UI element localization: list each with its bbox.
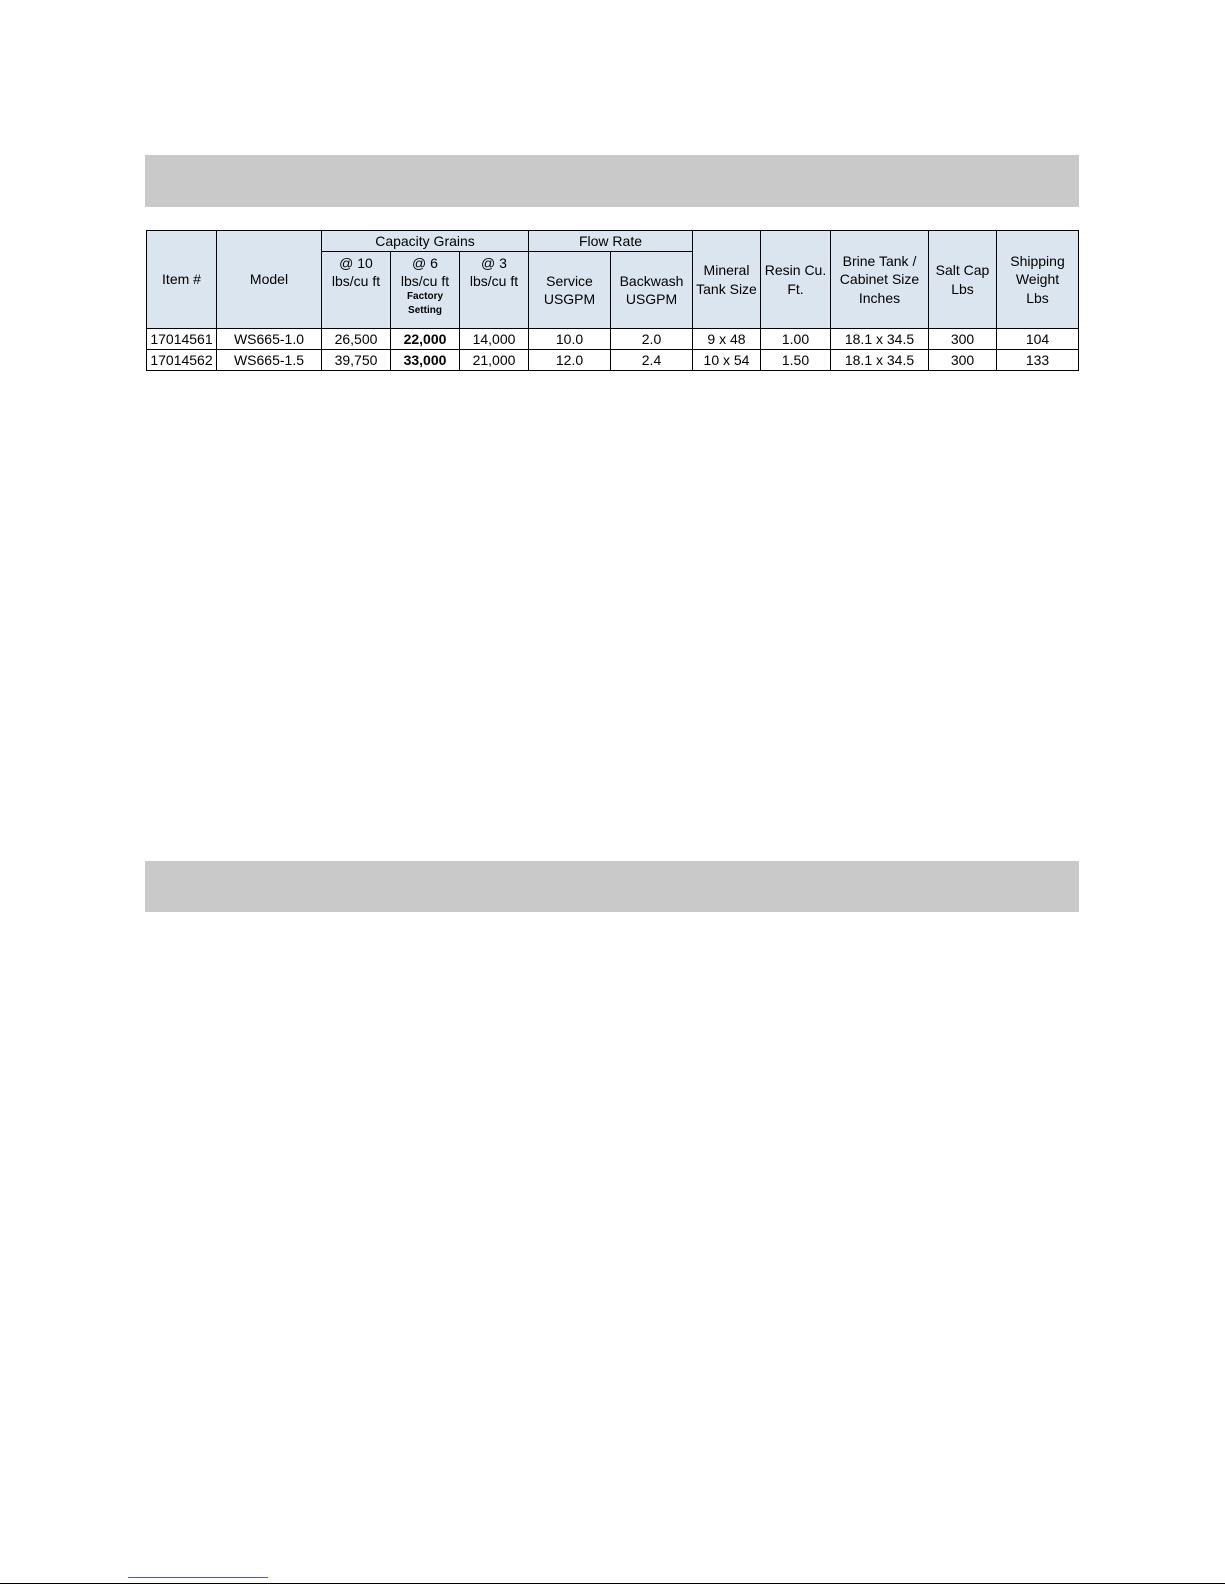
header-service: Service USGPM — [529, 252, 611, 329]
spec-table — [146, 230, 1079, 371]
footer-rule — [0, 1583, 1225, 1584]
cell-model: WS665-1.0 — [217, 329, 322, 350]
cell-brine-tank: 18.1 x 34.5 — [831, 329, 929, 350]
cell-service: 12.0 — [529, 350, 611, 371]
header-item: Item # — [147, 231, 217, 329]
cell-mineral-tank: 9 x 48 — [693, 329, 761, 350]
cell-item: 17014562 — [147, 350, 217, 371]
cell-shipping-weight: 133 — [997, 350, 1079, 371]
header-model: Model — [217, 231, 322, 329]
header-backwash: Backwash USGPM — [611, 252, 693, 329]
header-capacity-grains: Capacity Grains — [322, 231, 529, 252]
cell-item: 17014561 — [147, 329, 217, 350]
header-capacity-3: @ 3 lbs/cu ft — [460, 252, 529, 329]
cell-salt-cap: 300 — [929, 329, 997, 350]
cell-salt-cap: 300 — [929, 350, 997, 371]
cell-capacity-3: 14,000 — [460, 329, 529, 350]
factory-setting-note: Factory Setting — [406, 291, 444, 316]
cell-backwash: 2.0 — [611, 329, 693, 350]
section-header-band-bottom — [145, 861, 1079, 912]
cell-service: 10.0 — [529, 329, 611, 350]
cell-shipping-weight: 104 — [997, 329, 1079, 350]
cell-model: WS665-1.5 — [217, 350, 322, 371]
header-shipping-weight: Shipping Weight Lbs — [997, 231, 1079, 329]
table-row — [147, 350, 1079, 371]
header-resin: Resin Cu. Ft. — [761, 231, 831, 329]
cell-mineral-tank: 10 x 54 — [693, 350, 761, 371]
cell-capacity-10: 26,500 — [322, 329, 391, 350]
header-salt-cap: Salt Cap Lbs — [929, 231, 997, 329]
footer-link-underline[interactable] — [128, 1577, 268, 1578]
header-capacity-10: @ 10 lbs/cu ft — [322, 252, 391, 329]
header-brine-tank: Brine Tank / Cabinet Size Inches — [831, 231, 929, 329]
cell-capacity-6: 22,000 — [391, 329, 460, 350]
header-mineral-tank-size: Mineral Tank Size — [693, 231, 761, 329]
cell-resin: 1.00 — [761, 329, 831, 350]
table-row — [147, 329, 1079, 350]
section-header-band-top — [145, 155, 1079, 207]
cell-backwash: 2.4 — [611, 350, 693, 371]
cell-capacity-6: 33,000 — [391, 350, 460, 371]
header-flow-rate: Flow Rate — [529, 231, 693, 252]
header-capacity-6: @ 6 lbs/cu ft Factory Setting — [391, 252, 460, 329]
cell-capacity-3: 21,000 — [460, 350, 529, 371]
cell-brine-tank: 18.1 x 34.5 — [831, 350, 929, 371]
cell-resin: 1.50 — [761, 350, 831, 371]
cell-capacity-10: 39,750 — [322, 350, 391, 371]
